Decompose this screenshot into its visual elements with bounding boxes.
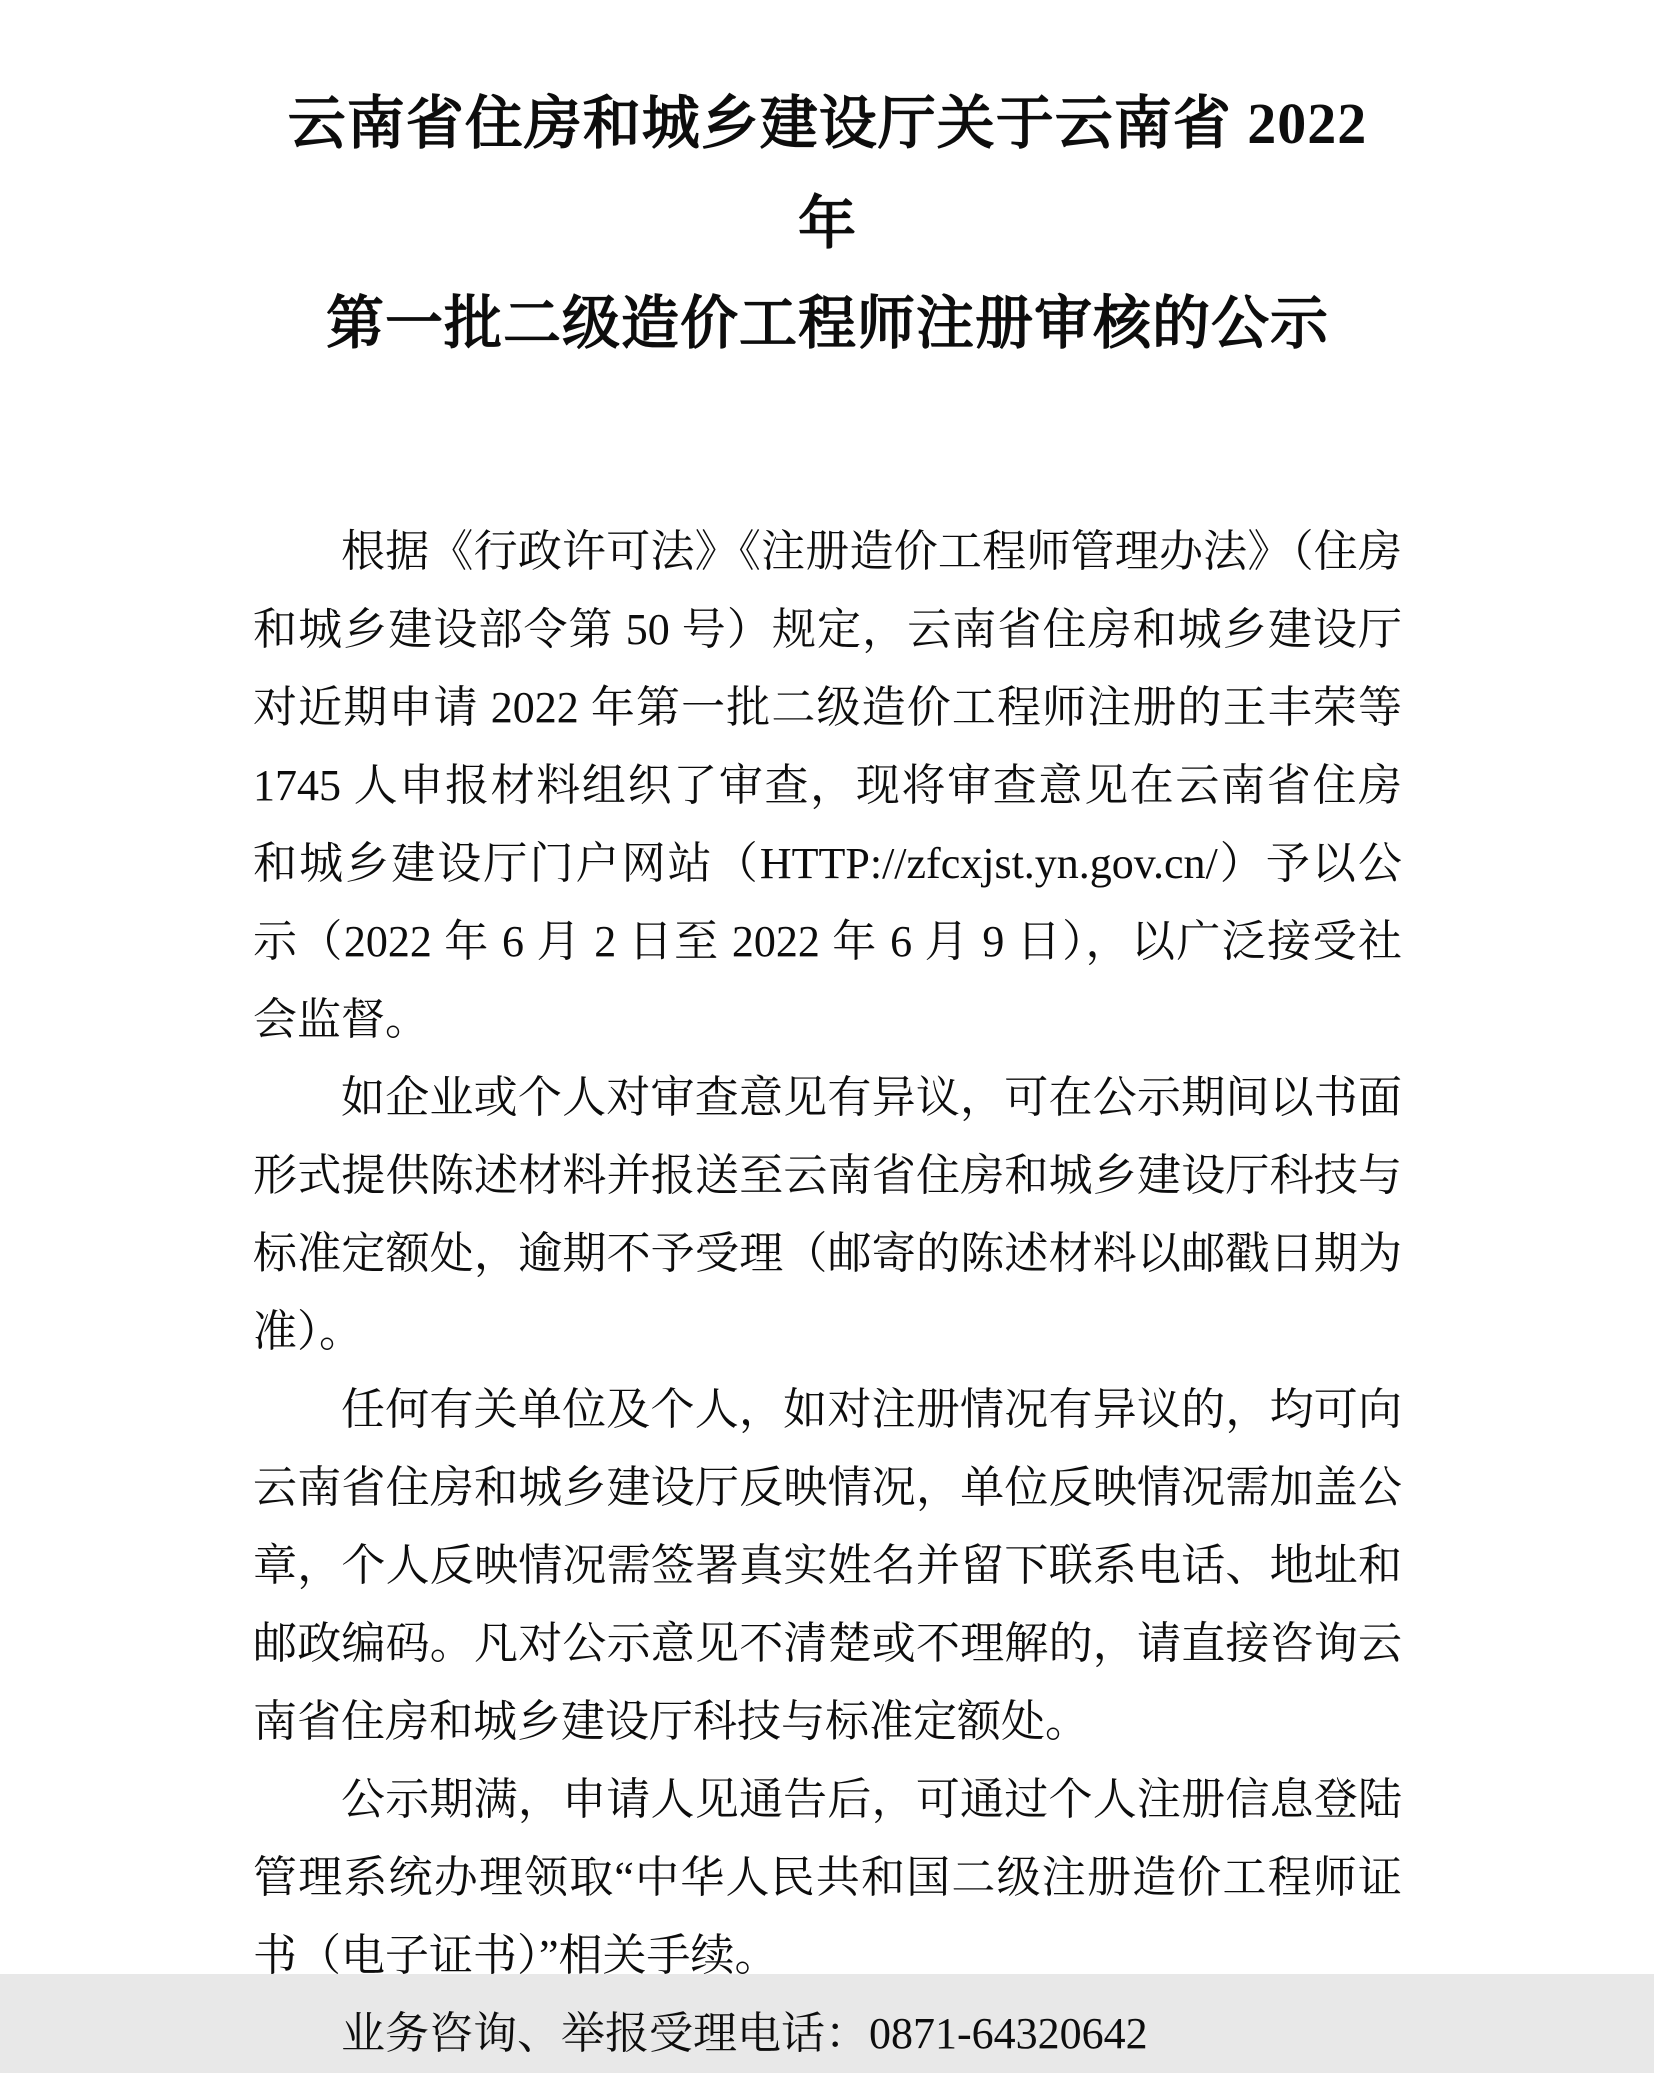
paragraph-feedback-requirements: 任何有关单位及个人，如对注册情况有异议的，均可向云南省住房和城乡建设厅反映情况，单位反映情况需加盖公章，个人反映情况需签署真实姓名并留下联系电话、地址和邮政编码。凡对公示意见不清楚或不理解的，请直接咨询云南省住房和城乡建设厅科技与标准定额处。 <box>253 1385 1402 1746</box>
document-title-line-1: 云南省住房和城乡建设厅关于云南省 2022 年 <box>287 91 1368 256</box>
paragraph-objection-procedure: 如企业或个人对审查意见有异议，可在公示期间以书面形式提供陈述材料并报送至云南省住房和城乡建设厅科技与标准定额处，逾期不予受理（邮寄的陈述材料以邮戳日期为准）。 <box>253 1073 1402 1356</box>
paragraph-legal-basis <box>253 513 1402 1059</box>
website-url-text: （HTTP://zfcxjst.yn.gov.cn/） <box>713 839 1266 888</box>
publicity-period-text: 予以公示（2022 年 6 月 2 日至 2022 年 6 月 9 日），以广泛接受社会监督。 <box>253 839 1403 1044</box>
document-title <box>253 74 1402 374</box>
paragraph-certificate-collection: 公示期满，申请人见通告后，可通过个人注册信息登陆管理系统办理领取“中华人民共和国二级注册造价工程师证书（电子证书）”相关手续。 <box>253 1775 1402 1980</box>
paragraph-contact-phone: 业务咨询、举报受理电话：0871-64320642 <box>341 2009 1148 2058</box>
paragraph-legal-basis-text: 根据《行政许可法》《注册造价工程师管理办法》（住房和城乡建设部令第 50 号）规定，云南省住房和城乡建设厅对近期申请 2022 年第一批二级造价工程师注册的王丰荣等 1745 人申报材料组织了审查，现将审查意见在云南省住房和城乡建设厅门户网站 <box>253 527 1402 888</box>
document-title-line-2: 第一批二级造价工程师注册审核的公示 <box>325 291 1329 356</box>
document-body <box>253 513 1402 2073</box>
